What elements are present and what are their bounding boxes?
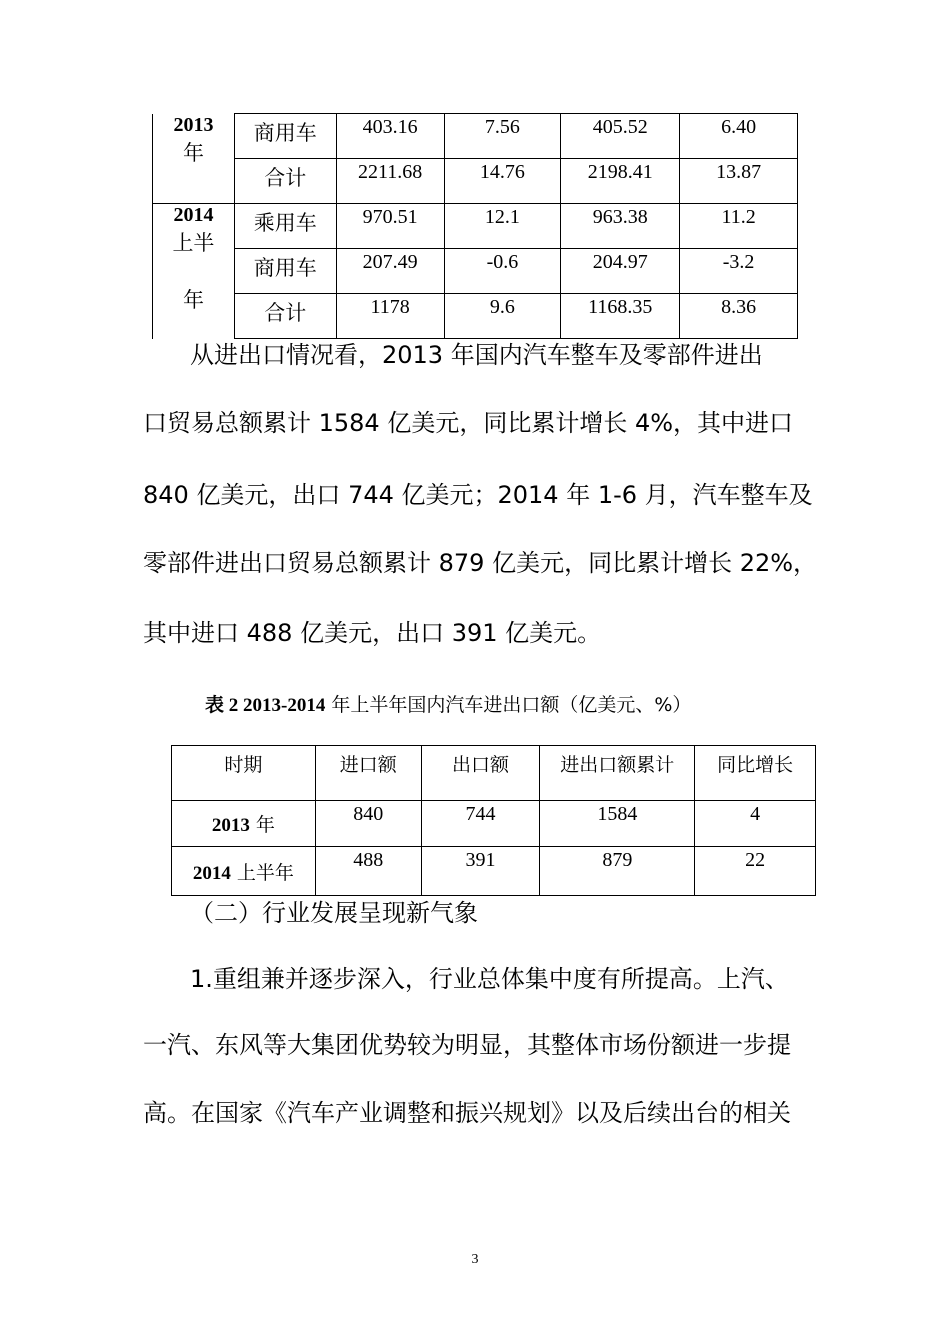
section-line: 高。在国家《汽车产业调整和振兴规划》以及后续出台的相关 — [143, 1099, 791, 1127]
group-2013-cell — [153, 114, 235, 204]
import-cell: 488 — [315, 847, 421, 896]
section-heading: （二）行业发展呈现新气象 — [190, 899, 478, 927]
column-header: 时期 — [172, 746, 316, 801]
value-cell: 2211.68 — [336, 159, 444, 204]
import-export-table — [171, 745, 816, 896]
value-cell: 403.16 — [336, 114, 444, 159]
import-cell: 840 — [315, 801, 421, 847]
paragraph-line: 口贸易总额累计 1584 亿美元，同比累计增长 4%，其中进口 — [143, 409, 794, 437]
vehicle-type-cell: 合计 — [234, 294, 336, 339]
value-cell: 11.2 — [680, 204, 798, 249]
value-cell: 8.36 — [680, 294, 798, 339]
group-2014-half: 上半 — [172, 231, 215, 255]
total-cell: 879 — [540, 847, 695, 896]
value-cell: 1168.35 — [561, 294, 680, 339]
paragraph-line: 840 亿美元，出口 744 亿美元；2014 年 1-6 月，汽车整车及 — [143, 481, 813, 509]
value-cell: -0.6 — [444, 249, 561, 294]
growth-cell: 22 — [695, 847, 816, 896]
value-cell: 6.40 — [680, 114, 798, 159]
period-cell — [172, 801, 316, 847]
group-2013-year: 2013 — [173, 113, 214, 136]
table-caption — [205, 690, 691, 717]
value-cell: 12.1 — [444, 204, 561, 249]
paragraph-line: 其中进口 488 亿美元，出口 391 亿美元。 — [143, 619, 602, 647]
vehicle-type-cell: 商用车 — [234, 249, 336, 294]
group-2013-suffix: 年 — [182, 140, 204, 165]
export-cell: 744 — [421, 801, 540, 847]
value-cell: 207.49 — [336, 249, 444, 294]
paragraph-line: 从进出口情况看，2013 年国内汽车整车及零部件进出 — [190, 341, 763, 369]
value-cell: 13.87 — [680, 159, 798, 204]
period-year: 2013 — [211, 815, 250, 836]
growth-cell: 4 — [695, 801, 816, 847]
value-cell: 7.56 — [444, 114, 561, 159]
section-line: 1.重组兼并逐步深入，行业总体集中度有所提高。上汽、 — [190, 965, 789, 993]
value-cell: -3.2 — [680, 249, 798, 294]
period-suffix: 上半年 — [230, 861, 294, 884]
vehicle-sales-table — [152, 113, 798, 339]
period-cell — [172, 847, 316, 896]
value-cell: 9.6 — [444, 294, 561, 339]
caption-rest: 年上半年国内汽车进出口额（亿美元、%） — [325, 694, 692, 716]
value-cell: 2198.41 — [561, 159, 680, 204]
value-cell: 405.52 — [561, 114, 680, 159]
page-number: 3 — [471, 1252, 479, 1267]
value-cell: 970.51 — [336, 204, 444, 249]
value-cell: 14.76 — [444, 159, 561, 204]
total-cell: 1584 — [540, 801, 695, 847]
vehicle-type-cell: 乘用车 — [234, 204, 336, 249]
column-header: 进出口额累计 — [540, 746, 695, 801]
vehicle-type-cell: 商用车 — [234, 114, 336, 159]
paragraph-line: 零部件进出口贸易总额累计 879 亿美元，同比累计增长 22%， — [143, 549, 818, 577]
column-header: 同比增长 — [695, 746, 816, 801]
value-cell: 1178 — [336, 294, 444, 339]
period-year: 2014 — [192, 862, 231, 884]
column-header: 出口额 — [421, 746, 540, 801]
caption-prefix: 表 2 2013-2014 — [205, 695, 326, 716]
export-cell: 391 — [421, 847, 540, 896]
value-cell: 963.38 — [561, 204, 680, 249]
value-cell: 204.97 — [561, 249, 680, 294]
period-suffix: 年 — [249, 814, 275, 836]
group-2014-suffix: 年 — [182, 288, 204, 312]
section-line: 一汽、东风等大集团优势较为明显，其整体市场份额进一步提 — [143, 1031, 791, 1059]
group-2014-year: 2014 — [173, 204, 214, 226]
column-header: 进口额 — [315, 746, 421, 801]
vehicle-type-cell: 合计 — [234, 159, 336, 204]
group-2014-cell — [153, 204, 235, 339]
